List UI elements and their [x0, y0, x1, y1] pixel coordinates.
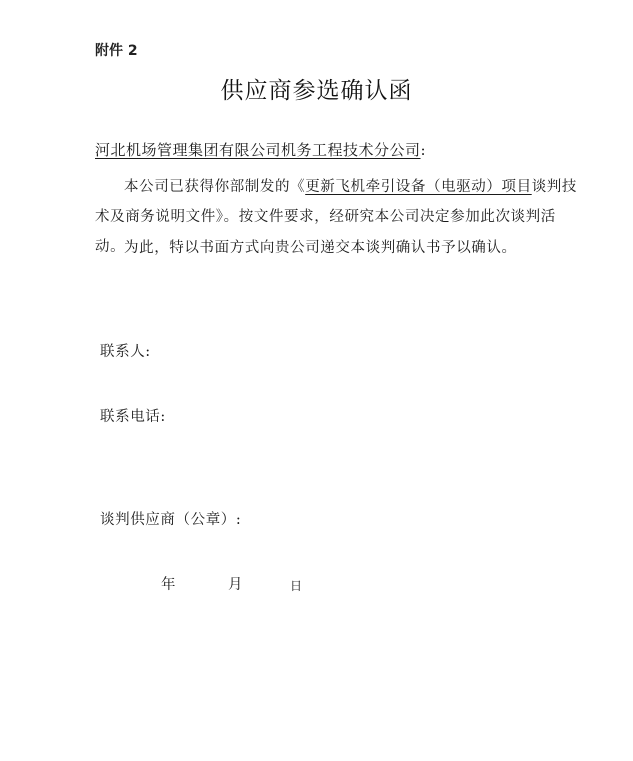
recipient-name: 河北机场管理集团有限公司机务工程技术分公司: [95, 141, 421, 159]
document-title: 供应商参选确认函: [220, 78, 413, 104]
contact-phone-field: 联系电话:: [100, 409, 166, 425]
supplier-seal-field: 谈判供应商（公章）:: [100, 512, 242, 528]
salutation: [95, 139, 426, 160]
attachment-label: 附件 2: [95, 43, 138, 59]
salutation-colon: :: [420, 141, 427, 159]
date-day: 日: [290, 579, 303, 593]
project-name: 更新飞机牵引设备（电驱动）项目: [305, 179, 532, 195]
date-year: 年: [161, 577, 176, 593]
paragraph1-before: 本公司已获得你部制发的《: [124, 179, 306, 195]
paragraph1-after: 谈判技术及商务说明文件》。按文件要求，经研究本公司决定参加此次谈判活动。: [95, 179, 578, 255]
date-month: 月: [228, 577, 243, 593]
paragraph-submission: 为此，特以书面方式向贵公司递交本谈判确认书予以确认。: [124, 240, 517, 256]
contact-person-field: 联系人:: [100, 344, 151, 360]
